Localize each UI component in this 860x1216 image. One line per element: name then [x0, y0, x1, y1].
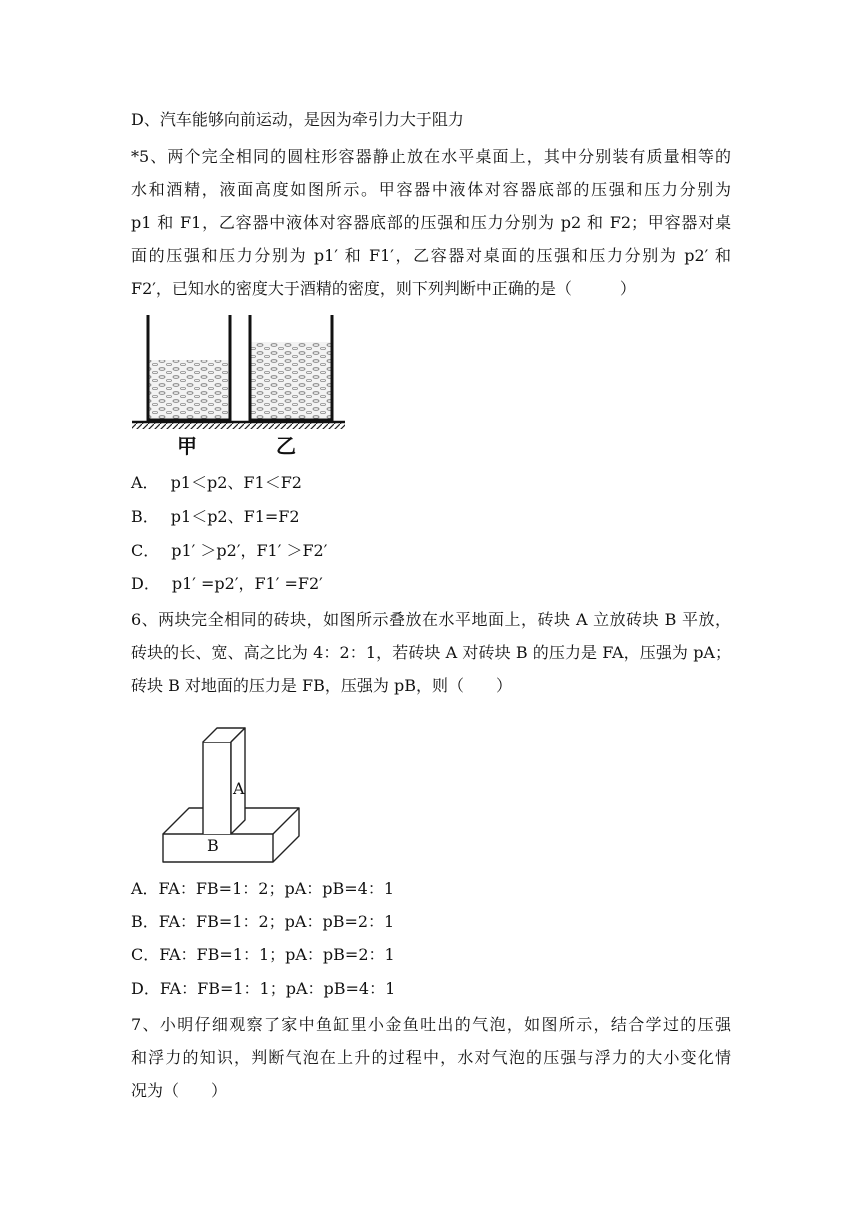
q5-option-b[interactable] [131, 506, 300, 528]
q7-stem-line-1: 7、小明仔细观察了家中鱼缸里小金鱼吐出的气泡，如图所示，结合学过的压强 [131, 1015, 731, 1034]
q6-stem-line-2: 砖块的长、宽、高之比为 4：2：1，若砖块 A 对砖块 B 的压力是 FA，压强为 pA； [131, 643, 731, 662]
q6-option-b[interactable]: B．FA：FB=1：2；pA：pB=2：1 [131, 912, 395, 931]
q6-option-d[interactable]: D．FA：FB=1：1；pA：pB=4：1 [131, 979, 396, 998]
q5-option-a[interactable] [131, 472, 302, 494]
option-key: C． [131, 541, 160, 560]
q5-stem-line-4: 面的压强和压力分别为 p1′ 和 F1′，乙容器对桌面的压强和压力分别为 p2′ 和 [131, 246, 731, 265]
q5-stem-line-3: p1 和 F1，乙容器中液体对容器底部的压强和压力分别为 p2 和 F2；甲容器对桌 [131, 213, 731, 232]
label-yi: 乙 [276, 434, 296, 458]
option-text: p1＜p2、F1=F2 [170, 507, 300, 526]
q6-bricks-figure [155, 722, 305, 867]
brick-b-side [273, 808, 299, 862]
option-key: B． [131, 507, 159, 526]
q5-stem-line-1: *5、两个完全相同的圆柱形容器静止放在水平桌面上，其中分别装有质量相等的 [131, 147, 731, 166]
option-text: p1′ =p2′，F1′ =F2′ [171, 574, 323, 593]
q6-option-a[interactable]: A．FA：FB=1：2；pA：pB=4：1 [131, 879, 395, 898]
q5-option-d[interactable] [131, 573, 323, 595]
label-brick-a: A [233, 779, 245, 798]
option-key: D． [131, 574, 160, 593]
alcohol-liquid [250, 342, 332, 420]
brick-a-front [203, 742, 231, 834]
q5-stem-line-5: F2′，已知水的密度大于酒精的密度，则下列判断中正确的是（ ） [131, 279, 636, 298]
q5-stem-line-2: 水和酒精，液面高度如图所示。甲容器中液体对容器底部的压强和压力分别为 [131, 180, 731, 199]
label-jia: 甲 [177, 434, 197, 458]
q5-containers-figure [130, 310, 350, 460]
option-text: p1′ ＞p2′，F1′ ＞F2′ [171, 541, 328, 560]
q6-stem-line-1: 6、两块完全相同的砖块，如图所示叠放在水平地面上，砖块 A 立放砖块 B 平放， [131, 610, 731, 629]
label-brick-b: B [207, 836, 219, 855]
q6-option-c[interactable]: C．FA：FB=1：1；pA：pB=2：1 [131, 945, 395, 964]
q6-stem-line-3: 砖块 B 对地面的压力是 FB，压强为 pB，则（ ） [131, 676, 512, 695]
option-key: A． [131, 473, 159, 492]
option-text: p1＜p2、F1＜F2 [170, 473, 302, 492]
q5-option-c[interactable] [131, 540, 327, 562]
q4-option-d: D、汽车能够向前运动，是因为牵引力大于阻力 [131, 110, 464, 129]
q7-stem-line-3: 况为（ ） [131, 1081, 228, 1100]
q7-stem-line-2: 和浮力的知识，判断气泡在上升的过程中，水对气泡的压强与浮力的大小变化情 [131, 1048, 731, 1067]
water-liquid [148, 360, 230, 420]
